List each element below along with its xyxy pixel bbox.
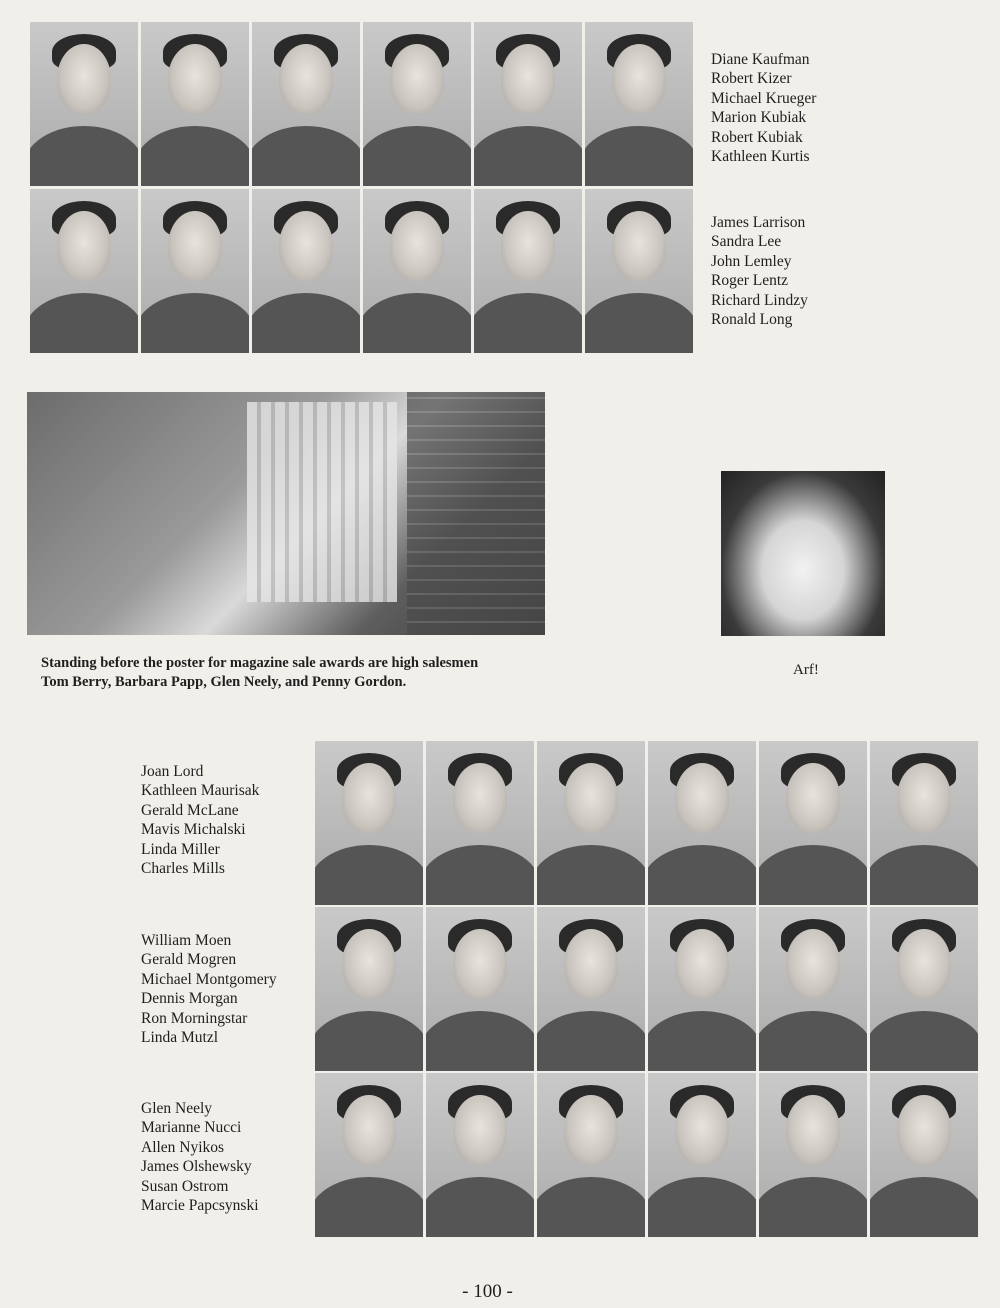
student-name: Mavis Michalski [141,821,246,839]
student-name: Kathleen Maurisak [141,782,260,800]
caption-line: Standing before the poster for magazine sale awards are high salesmen [41,655,479,671]
student-name: Dennis Morgan [141,990,238,1008]
student-name: Glen Neely [141,1100,213,1117]
portrait-photo [252,189,360,353]
portrait-photo [759,741,867,905]
portrait-photo [315,1073,423,1237]
portrait-photo [870,907,978,1071]
student-name: William Moen [141,932,232,949]
portrait-photo [426,907,534,1071]
student-name: Richard Lindzy [711,291,808,309]
portrait-photo [426,741,534,905]
name-list-bottom-1 [141,762,259,878]
portrait-photo [585,189,693,353]
portrait-row-top-1 [30,22,693,186]
name-list-bottom-2 [141,931,277,1047]
caption-line: Tom Berry, Barbara Papp, Glen Neely, and Penny Gordon. [41,674,407,690]
portrait-photo [870,741,978,905]
portrait-photo [759,907,867,1071]
student-name: Kathleen Kurtis [711,148,810,166]
portrait-photo [363,189,471,353]
portrait-photo [648,741,756,905]
student-name: Roger Lentz [711,272,789,290]
dog-photo-caption: Arf! [793,662,819,678]
portrait-photo [363,22,471,186]
student-name: Robert Kubiak [711,128,803,146]
portrait-photo [30,22,138,186]
portrait-row-bottom-3 [315,1073,978,1237]
student-name: Sandra Lee [711,233,782,251]
portrait-photo [537,907,645,1071]
student-name: Michael Montgomery [141,970,277,988]
portrait-photo [474,22,582,186]
portrait-row-bottom-1 [315,741,978,905]
portrait-photo [870,1073,978,1237]
portrait-photo [141,189,249,353]
portrait-photo [759,1073,867,1237]
portrait-photo [426,1073,534,1237]
student-name: Marion Kubiak [711,109,807,127]
student-name: John Lemley [711,252,792,270]
student-name: James Larrison [711,214,806,231]
student-name: Marianne Nucci [141,1119,242,1137]
student-name: Susan Ostrom [141,1177,229,1195]
portrait-photo [30,189,138,353]
student-name: Allen Nyikos [141,1138,225,1156]
student-name: Linda Mutzl [141,1029,219,1047]
group-photo-caption [41,654,478,692]
portrait-photo [648,1073,756,1237]
student-name: Gerald Mogren [141,951,237,969]
student-name: Ron Morningstar [141,1009,248,1027]
magazine-sale-group-photo [27,392,545,635]
student-name: Ronald Long [711,311,793,329]
portrait-photo [315,907,423,1071]
name-list-top-2 [711,213,808,329]
portrait-photo [252,22,360,186]
student-name: James Olshewsky [141,1158,252,1176]
name-list-bottom-3 [141,1099,259,1215]
stuffed-dog-photo [721,471,885,636]
page-number: - 100 - [462,1281,513,1302]
student-name: Joan Lord [141,763,204,780]
student-name: Marcie Papcsynski [141,1197,259,1215]
portrait-photo [141,22,249,186]
student-name: Linda Miller [141,840,220,858]
portrait-row-top-2 [30,189,693,353]
portrait-photo [474,189,582,353]
name-list-top-1 [711,50,816,166]
portrait-photo [315,741,423,905]
student-name: Diane Kaufman [711,51,810,68]
student-name: Gerald McLane [141,801,239,819]
portrait-photo [585,22,693,186]
student-name: Robert Kizer [711,70,792,88]
portrait-photo [537,741,645,905]
student-name: Michael Krueger [711,89,817,107]
portrait-row-bottom-2 [315,907,978,1071]
student-name: Charles Mills [141,860,225,878]
portrait-photo [537,1073,645,1237]
portrait-photo [648,907,756,1071]
